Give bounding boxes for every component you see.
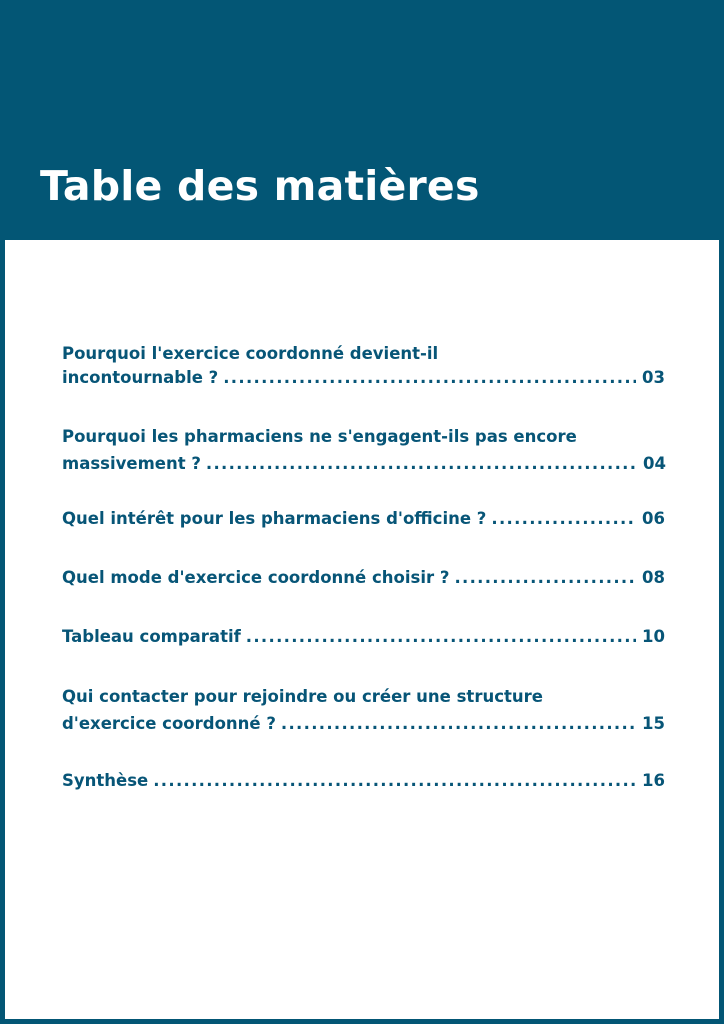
content-panel	[5, 240, 719, 1019]
toc-entry-title: Synthèse	[62, 771, 149, 790]
toc-page-number: 03	[642, 368, 665, 387]
toc-entry-title-line1: Pourquoi l'exercice coordonné devient-il	[62, 344, 439, 363]
dot-leader	[153, 769, 636, 793]
table-of-contents	[5, 240, 719, 1019]
toc-page-number: 16	[642, 771, 665, 790]
toc-page-number: 04	[643, 454, 666, 473]
toc-entry[interactable]	[62, 423, 666, 477]
toc-page-number: 15	[642, 714, 665, 733]
dot-leader	[223, 366, 636, 390]
toc-entry[interactable]	[62, 683, 665, 737]
dot-leader	[246, 625, 636, 649]
toc-entry[interactable]	[62, 769, 665, 793]
toc-entry-title: Tableau comparatif	[62, 627, 241, 646]
toc-entry-title-line1: Qui contacter pour rejoindre ou créer une structure	[62, 687, 543, 706]
toc-entry-title: d'exercice coordonné ?	[62, 714, 276, 733]
toc-page-number: 08	[642, 568, 665, 587]
dot-leader	[454, 566, 636, 590]
toc-entry-title: incontournable ?	[62, 368, 219, 387]
page-title: Table des matières	[40, 162, 480, 210]
toc-entry-title-line1: Pourquoi les pharmaciens ne s'engagent-ils pas encore	[62, 427, 577, 446]
toc-entry[interactable]	[62, 507, 665, 531]
toc-entry[interactable]	[62, 566, 665, 590]
toc-entry-title: massivement ?	[62, 454, 201, 473]
toc-page-number: 06	[642, 509, 665, 528]
dot-leader	[491, 507, 636, 531]
toc-entry[interactable]	[62, 342, 665, 390]
toc-page-number: 10	[642, 627, 665, 646]
toc-entry-title: Quel mode d'exercice coordonné choisir ?	[62, 568, 450, 587]
toc-entry-title: Quel intérêt pour les pharmaciens d'officine ?	[62, 509, 487, 528]
toc-entry[interactable]	[62, 625, 665, 649]
dot-leader	[281, 710, 636, 737]
dot-leader	[206, 450, 637, 477]
